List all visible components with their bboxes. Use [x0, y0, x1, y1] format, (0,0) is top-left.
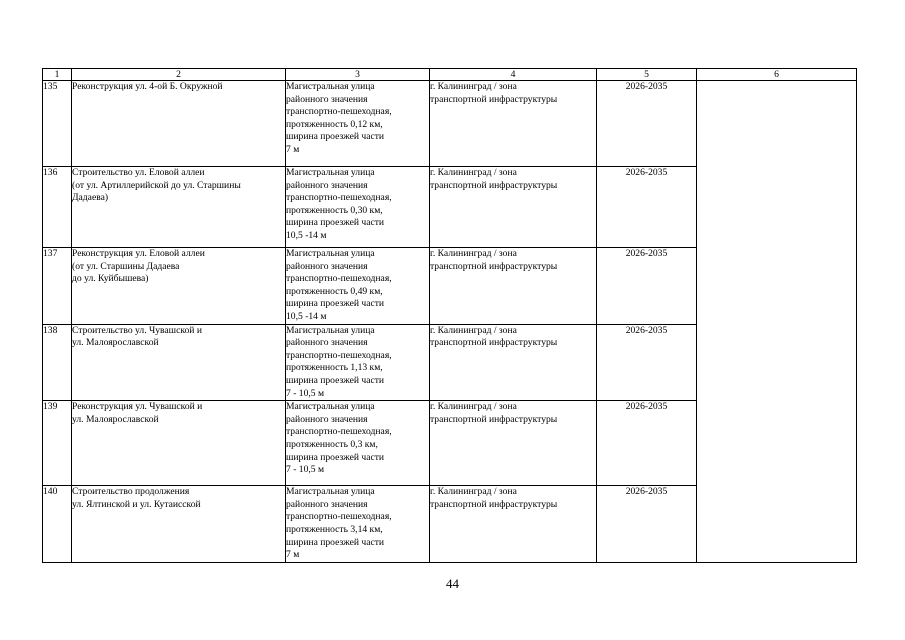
object-characteristics-line: протяженность 1,13 км,: [286, 362, 383, 374]
implementation-period: 2026-2035: [597, 401, 697, 486]
object-name-line: Реконструкция ул. 4-ой Б. Окружной: [72, 81, 223, 92]
implementation-period: 2026-2035: [597, 248, 697, 325]
table-row: [43, 81, 857, 167]
object-name-line: Строительство ул. Еловой аллеи: [72, 167, 205, 178]
object-location-line: г. Калининград / зона: [430, 167, 517, 178]
object-characteristics-line: транспортно-пешеходная,: [286, 511, 392, 523]
object-characteristics-line: транспортно-пешеходная,: [286, 273, 392, 285]
object-characteristics-line: ширина проезжей части: [286, 298, 385, 310]
object-characteristics-line: транспортно-пешеходная,: [286, 192, 392, 204]
row-number: 140: [43, 486, 72, 563]
planning-table: [42, 68, 857, 563]
object-characteristics-line: районного значения: [286, 413, 368, 425]
column-header-1: 1: [43, 69, 72, 81]
object-characteristics-line: ширина проезжей части: [286, 131, 385, 143]
object-characteristics-line: 7 м: [286, 143, 300, 155]
object-name: [72, 81, 286, 167]
column-header-5: 5: [597, 69, 697, 81]
row-number: 138: [43, 324, 72, 401]
object-characteristics-line: протяженность 3,14 км,: [286, 523, 383, 535]
object-characteristics-line: Магистральная улица: [286, 324, 375, 336]
object-name: [72, 324, 286, 401]
object-characteristics-line: протяженность 0,49 км,: [286, 285, 383, 297]
implementation-period: 2026-2035: [597, 81, 697, 167]
column-header-3: 3: [286, 69, 430, 81]
object-name-line: ул. Малоярославской: [72, 337, 159, 349]
object-location-line: г. Калининград / зона: [430, 81, 517, 92]
object-location-line: транспортной инфраструктуры: [430, 498, 558, 510]
object-name: [72, 486, 286, 563]
column-header-4: 4: [430, 69, 597, 81]
object-characteristics-line: ширина проезжей части: [286, 536, 385, 548]
object-characteristics-line: протяженность 0,12 км,: [286, 118, 383, 130]
object-location-line: транспортной инфраструктуры: [430, 413, 558, 425]
object-name-line: Реконструкция ул. Еловой аллеи: [72, 248, 205, 259]
object-characteristics-line: ширина проезжей части: [286, 374, 385, 386]
object-characteristics-line: Магистральная улица: [286, 167, 375, 178]
object-location-line: г. Калининград / зона: [430, 248, 517, 259]
table-header: [43, 69, 857, 81]
object-location: [430, 248, 597, 325]
object-name-line: Строительство продолжения: [72, 486, 190, 498]
object-location-line: транспортной инфраструктуры: [430, 337, 558, 349]
object-location-line: транспортной инфраструктуры: [430, 179, 558, 191]
object-location: [430, 486, 597, 563]
object-name-line: Реконструкция ул. Чувашской и: [72, 401, 203, 413]
object-characteristics-line: Магистральная улица: [286, 401, 375, 413]
object-characteristics-line: ширина проезжей части: [286, 451, 385, 463]
object-location: [430, 81, 597, 167]
object-name-line: (от ул. Старшины Дадаева: [72, 260, 180, 272]
object-name-line: до ул. Куйбышева): [72, 273, 149, 285]
object-name: [72, 248, 286, 325]
object-characteristics-line: 10,5 -14 м: [286, 310, 327, 322]
object-location-line: г. Калининград / зона: [430, 324, 517, 336]
object-characteristics: [286, 324, 430, 401]
object-characteristics-line: 7 м: [286, 549, 300, 561]
row-number: 139: [43, 401, 72, 486]
object-characteristics-line: транспортно-пешеходная,: [286, 106, 392, 118]
implementation-period: 2026-2035: [597, 486, 697, 563]
implementation-period: 2026-2035: [597, 324, 697, 401]
notes-cell: [697, 81, 857, 563]
object-location: [430, 401, 597, 486]
object-characteristics-line: Магистральная улица: [286, 81, 375, 92]
object-characteristics-line: 10,5 -14 м: [286, 229, 327, 241]
object-location: [430, 167, 597, 248]
table-body: [43, 81, 857, 563]
object-characteristics-line: районного значения: [286, 498, 368, 510]
object-characteristics: [286, 167, 430, 248]
object-characteristics-line: Магистральная улица: [286, 248, 375, 259]
object-name-line: ул. Ялтинской и ул. Кутаисской: [72, 498, 201, 510]
object-characteristics-line: транспортно-пешеходная,: [286, 349, 392, 361]
object-name-line: Строительство ул. Чувашской и: [72, 324, 202, 336]
object-location-line: транспортной инфраструктуры: [430, 93, 558, 105]
object-characteristics: [286, 81, 430, 167]
column-header-2: 2: [72, 69, 286, 81]
object-characteristics-line: районного значения: [286, 337, 368, 349]
row-number: 137: [43, 248, 72, 325]
object-name: [72, 167, 286, 248]
object-characteristics-line: протяженность 0,3 км,: [286, 438, 378, 450]
object-name-line: (от ул. Артиллерийской до ул. Старшины: [72, 179, 241, 191]
object-characteristics: [286, 486, 430, 563]
object-characteristics-line: 7 - 10,5 м: [286, 387, 325, 399]
object-location-line: г. Калининград / зона: [430, 486, 517, 498]
object-characteristics-line: ширина проезжей части: [286, 217, 385, 229]
row-number: 136: [43, 167, 72, 248]
object-characteristics-line: районного значения: [286, 93, 368, 105]
object-characteristics: [286, 401, 430, 486]
header-row: [43, 69, 857, 81]
object-name: [72, 401, 286, 486]
column-header-6: 6: [697, 69, 857, 81]
object-characteristics-line: районного значения: [286, 179, 368, 191]
object-location-line: г. Калининград / зона: [430, 401, 517, 413]
object-characteristics-line: районного значения: [286, 260, 368, 272]
implementation-period: 2026-2035: [597, 167, 697, 248]
object-characteristics-line: Магистральная улица: [286, 486, 375, 498]
object-name-line: Дадаева): [72, 192, 109, 204]
object-characteristics: [286, 248, 430, 325]
page-number: 44: [446, 576, 459, 591]
object-location-line: транспортной инфраструктуры: [430, 260, 558, 272]
object-characteristics-line: транспортно-пешеходная,: [286, 426, 392, 438]
row-number: 135: [43, 81, 72, 167]
object-characteristics-line: протяженность 0,30 км,: [286, 204, 383, 216]
object-characteristics-line: 7 - 10,5 м: [286, 464, 325, 476]
object-name-line: ул. Малоярославской: [72, 413, 159, 425]
object-location: [430, 324, 597, 401]
